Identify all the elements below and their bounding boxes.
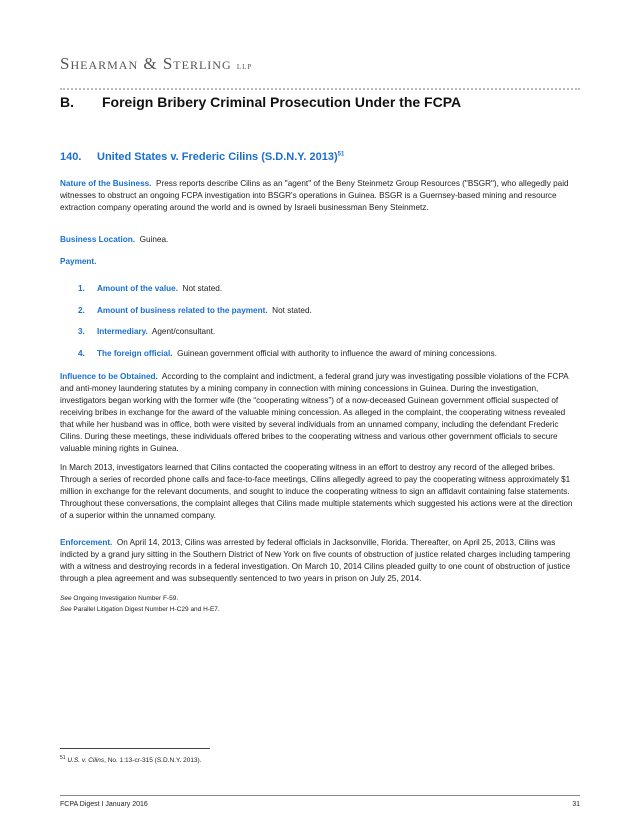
case-heading: 140. United States v. Frederic Cilins (S.D.N.Y. 2013)$^{51}$	[60, 151, 345, 163]
footnote-divider	[60, 748, 210, 749]
payment-item: 2. Amount of business related to the payment. Not stated.	[78, 306, 312, 315]
payment-heading: Payment.	[60, 257, 97, 266]
header-divider	[60, 88, 580, 90]
nature-paragraph: Nature of the Business. Press reports describe Cilins as an "agent" of the Beny Steinmetz Group Resources ("BSGR"), who allegedly paid witnesses to obstruct an ongoing FCPA investigation into BSGR's operations in Guinea. BSGR is a Guernsey-based mining and resource extraction company operating around the world and is owned by Israeli businessman Beny Steinmetz.	[60, 179, 569, 212]
march-paragraph: In March 2013, investigators learned that Cilins contacted the cooperating witness in an effort to destroy any record of the alleged bribes. Through a series of recorded phone calls and face-to-face meetings, Cilins allegedly agreed to pay the cooperating witness approximately $1 million in exchange for the relevant documents, and sought to induce the cooperating witness to sign an affidavit containing false statements. Throughout these conversations, the complaint alleges that Cilins made multiple statements which suggested his actions were at the direction of a superior within the unnamed company.	[60, 463, 573, 520]
page-number: 31	[572, 801, 580, 808]
see-reference: See Ongoing Investigation Number F-59.	[60, 595, 179, 602]
payment-item: 4. The foreign official. Guinean government official with authority to influence the award of mining concessions.	[78, 349, 497, 358]
firm-logo: Shearman & Sterling LLP	[60, 54, 253, 73]
footnote: $^{51}$ U.S. v. Cilins, No. 1:13-cr-315 (S.D.N.Y. 2013).	[60, 755, 202, 765]
enforcement-paragraph: Enforcement. On April 14, 2013, Cilins was arrested by federal officials in Jacksonville, Florida. Thereafter, on April 25, 2013, Cilins was indicted by a grand jury sitting in the Southern District of New York on five counts of obstruction of justice related charges including tampering with a witness and destroying records in a federal investigation. On March 10, 2014 Cilins pleaded guilty to one count of obstruction of justice through a plea agreement and was subsequently sentenced to two years in prison on July 25, 2014.	[60, 538, 571, 583]
section-heading: B. Foreign Bribery Criminal Prosecution Under the FCPA	[60, 94, 462, 110]
footer-title: FCPA Digest I January 2016	[60, 801, 148, 808]
footnote-ref[interactable]: 51	[337, 151, 345, 158]
payment-item: 3. Intermediary. Agent/consultant.	[78, 327, 216, 336]
see-reference: See Parallel Litigation Digest Number H-C29 and H-E7.	[60, 606, 220, 613]
payment-item: 1. Amount of the value. Not stated.	[78, 284, 223, 293]
influence-paragraph: Influence to be Obtained. According to the complaint and indictment, a federal grand jury was investigating possible violations of the FCPA and anti-money laundering statutes by a mining company in connection with mining concessions in Guinea. During the investigation, investigators began working with the former wife (the “cooperating witness”) of a now-deceased Guinean government official suspected of receiving bribes in exchange for the award of the valuable mining concession. As alleged in the complaint, the cooperating witness revealed that while her husband was in office, both were visited by several individuals from an unnamed company, including the defendant Frederic Cilins. During these meetings, these individuals offered bribes to the cooperating witness and various other government officials to secure valuable mining rights in Guinea.	[60, 372, 569, 453]
footer-divider	[60, 795, 580, 796]
location-paragraph: Business Location. Guinea.	[60, 235, 169, 244]
